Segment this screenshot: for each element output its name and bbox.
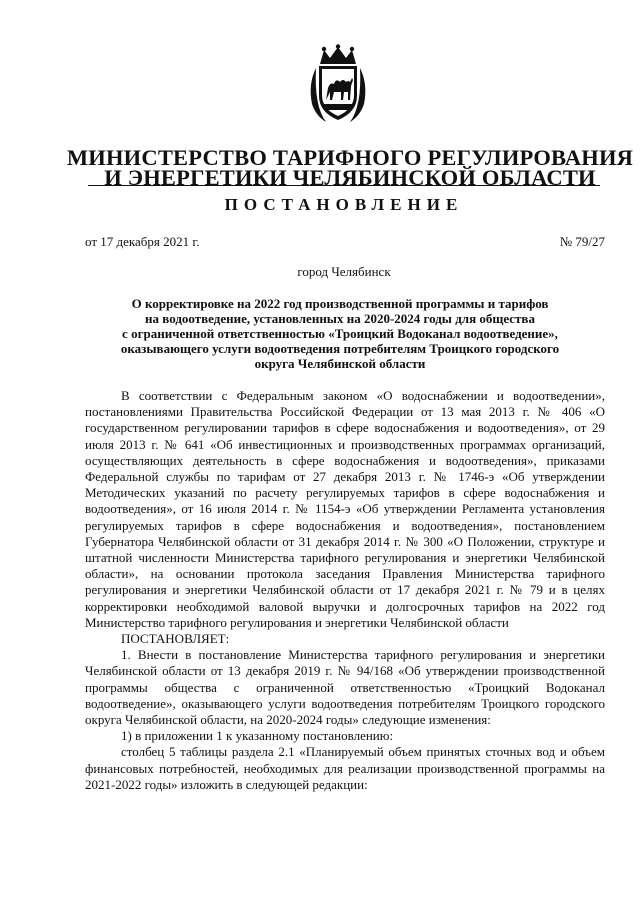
resolves-heading: ПОСТАНОВЛЯЕТ: <box>121 631 230 647</box>
ministry-name-line1: МИНИСТЕРСТВО ТАРИФНОГО РЕГУЛИРОВАНИЯ <box>66 145 634 170</box>
ministry-name-line2: И ЭНЕРГЕТИКИ ЧЕЛЯБИНСКОЙ ОБЛАСТИ <box>104 165 596 190</box>
header-rule <box>88 185 600 186</box>
coat-of-arms-emblem <box>306 44 370 126</box>
item-1-subitem-1-text: столбец 5 таблицы раздела 2.1 «Планируемый объем принятых сточных вод и объем финансовых потребностей, необходимых для реализации производственной программы на 2021-2022 годы» изложить в следующей редакции: <box>85 744 605 792</box>
document-body <box>85 388 605 793</box>
subject-line: на водоотведение, установленных на 2020-2024 годы для общества <box>145 311 535 326</box>
document-type-title: ПОСТАНОВЛЕНИЕ <box>224 195 464 214</box>
subject-line: с ограниченной ответственностью «Троицкий Водоканал водоотведение», <box>122 326 558 341</box>
preamble-paragraph: В соответствии с Федеральным законом «О водоснабжении и водоотведении», постановлениями Правительства Российской Федерации от 13 мая 2013 г. № 406 «О государственном регулировании тарифов в сфере водоснабжения и водоотведения», от 29 июля 2013 г. № 641 «Об инвестиционных и производственных программах организаций, осуществляющих деятельность в сфере водоснабжения и водоотведения», приказами Федеральной службы по тарифам от 27 декабря 2013 г. № 1746-э «Об утверждении Методических указаний по расчету регулируемых тарифов в сфере водоснабжения и водоотведения», от 16 июля 2014 г. № 1154-э «Об утверждении Регламента установления регулируемых тарифов в сфере водоснабжения и водоотведения», постановлением Губернатора Челябинской области от 31 декабря 2014 г. № 300 «О Положении, структуре и штатной численности Министерства тарифного регулирования и энергетики Челябинской области», на основании протокола заседания Правления Министерства тарифного регулирования и энергетики Челябинской области от 17 декабря 2021 г. № 79 и в целях корректировки необходимой валовой выручки и долгосрочных тарифов на 2022 год Министерство тарифного регулирования и энергетики Челябинской области <box>85 388 605 630</box>
item-1-paragraph: 1. Внести в постановление Министерства тарифного регулирования и энергетики Челябинской области от 13 декабря 2019 г. № 94/168 «Об утверждении производственной программы общества с ограниченной ответственностью «Троицкий Водоканал водоотведение», оказывающего услуги водоотведения потребителям Троицкого городского округа Челябинской области, на 2020-2024 годы» следующие изменения: <box>85 647 605 728</box>
document-date: от 17 декабря 2021 г. <box>85 234 200 249</box>
item-1-subitem-1: 1) в приложении 1 к указанному постановлению: <box>121 728 394 744</box>
subject-line: округа Челябинской области <box>254 356 426 371</box>
subject-line: оказывающего услуги водоотведения потребителям Троицкого городского <box>120 341 560 356</box>
document-city: город Челябинск <box>297 264 391 279</box>
subject-line: О корректировке на 2022 год производственной программы и тарифов <box>131 296 549 311</box>
document-subject <box>80 296 600 371</box>
document-number: № 79/27 <box>559 234 605 249</box>
